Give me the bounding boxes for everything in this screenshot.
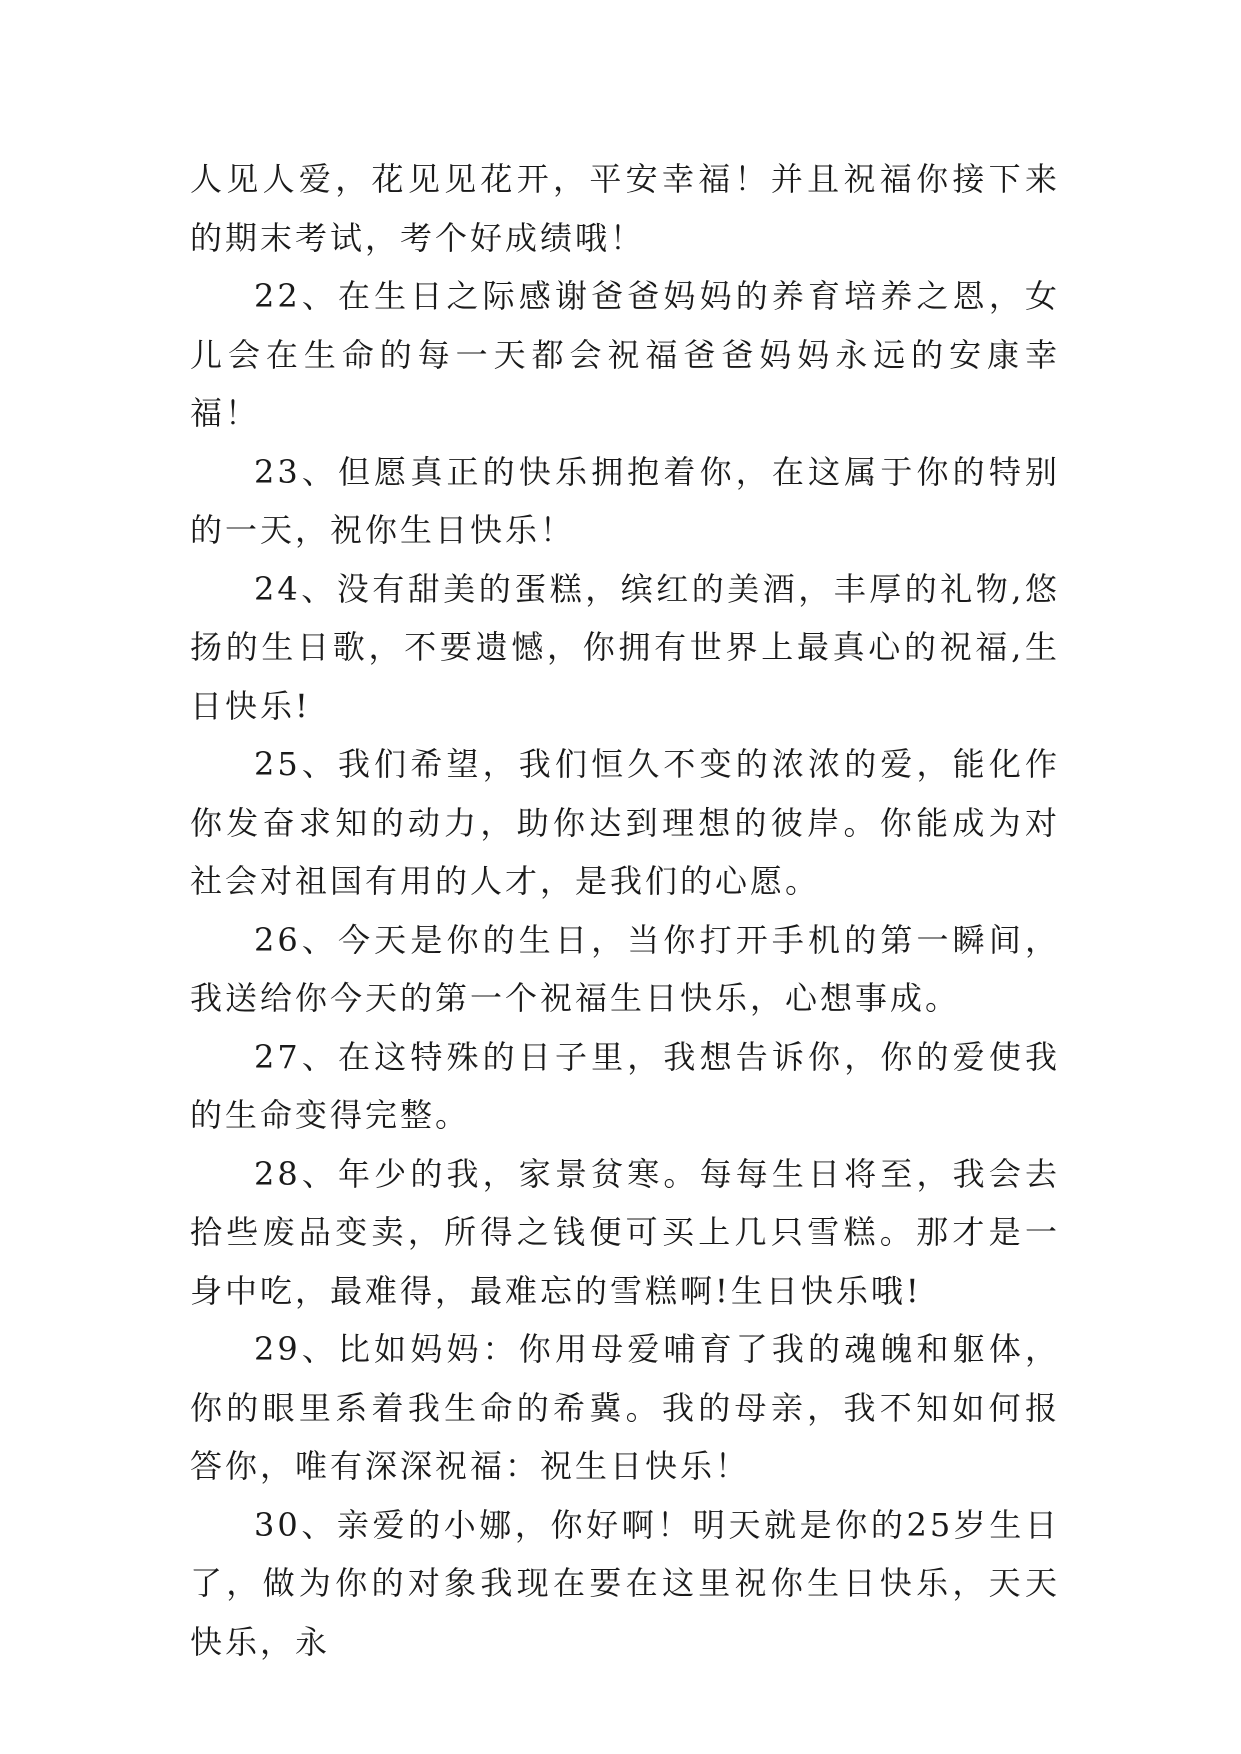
paragraph: 25、我们希望，我们恒久不变的浓浓的爱，能化作你发奋求知的动力，助你达到理想的彼岸。你能成为对社会对祖国有用的人才，是我们的心愿。 (190, 745, 1060, 900)
document-page (190, 150, 1060, 1671)
paragraph: 22、在生日之际感谢爸爸妈妈的养育培养之恩，女儿会在生命的每一天都会祝福爸爸妈妈永远的安康幸福！ (190, 277, 1060, 432)
paragraph: 人见人爱，花见见花开，平安幸福！并且祝福你接下来的期末考试，考个好成绩哦！ (190, 160, 1060, 257)
paragraph: 23、但愿真正的快乐拥抱着你，在这属于你的特别的一天，祝你生日快乐！ (190, 452, 1060, 549)
paragraph: 29、比如妈妈：你用母爱哺育了我的魂魄和躯体，你的眼里系着我生命的希冀。我的母亲，我不知如何报答你，唯有深深祝福：祝生日快乐！ (190, 1330, 1060, 1485)
paragraph: 26、今天是你的生日，当你打开手机的第一瞬间，我送给你今天的第一个祝福生日快乐，心想事成。 (190, 920, 1060, 1017)
paragraph: 28、年少的我，家景贫寒。每每生日将至，我会去拾些废品变卖，所得之钱便可买上几只雪糕。那才是一身中吃，最难得，最难忘的雪糕啊!生日快乐哦! (190, 1154, 1060, 1310)
paragraph: 30、亲爱的小娜，你好啊！明天就是你的25岁生日了，做为你的对象我现在要在这里祝你生日快乐，天天快乐，永 (190, 1505, 1060, 1661)
paragraph: 27、在这特殊的日子里，我想告诉你，你的爱使我的生命变得完整。 (190, 1037, 1060, 1134)
paragraph: 24、没有甜美的蛋糕，缤红的美酒，丰厚的礼物,悠扬的生日歌，不要遗憾，你拥有世界上最真心的祝福,生日快乐! (190, 569, 1060, 725)
